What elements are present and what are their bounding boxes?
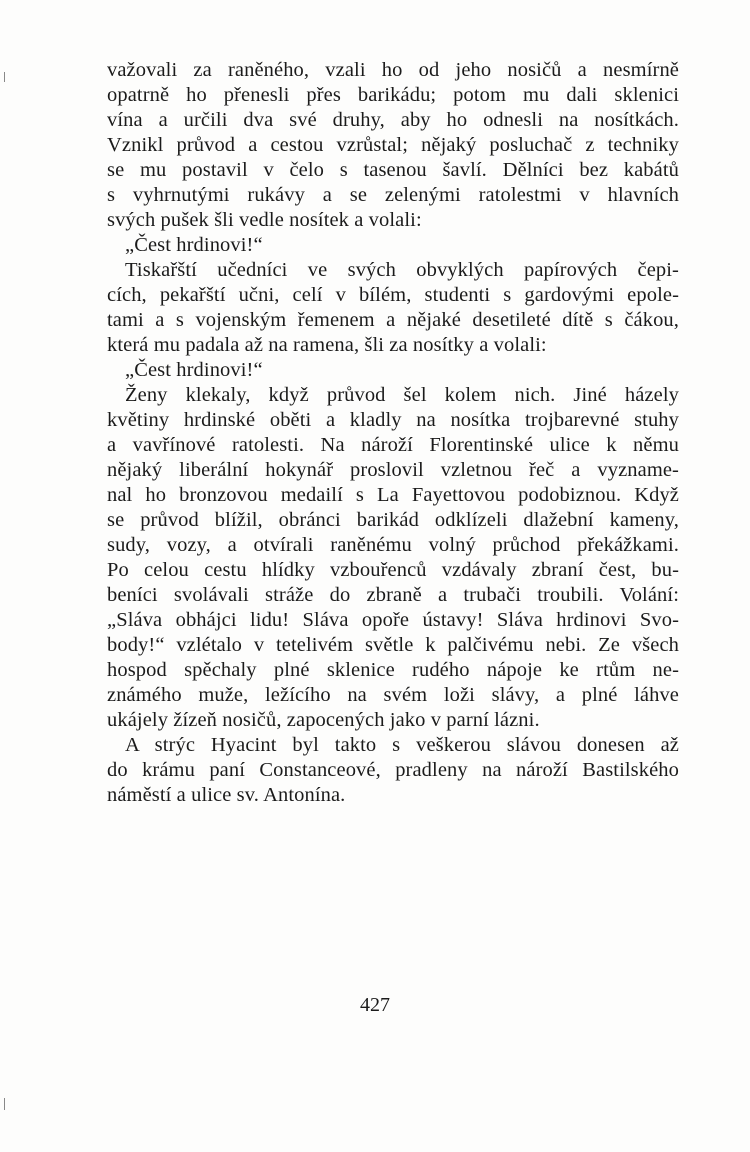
text-line: do krámu paní Constanceové, pradleny na nároží Bastilského xyxy=(107,759,679,781)
text-line: Po celou cestu hlídky vzbouřenců vzdávaly zbraní čest, bu- xyxy=(107,559,679,581)
text-line: sudy, vozy, a otvírali raněnému volný průchod překážkami. xyxy=(107,534,679,556)
text-line: Ženy klekaly, když průvod šel kolem nich. Jiné házely xyxy=(125,384,679,406)
text-line: se průvod blížil, obránci barikád odklízeli dlažební kameny, xyxy=(107,509,679,531)
scan-edge-mark xyxy=(4,1098,5,1110)
text-line: body!“ vzlétalo v tetelivém světle k palčivému nebi. Ze všech xyxy=(107,634,679,656)
body-text xyxy=(107,58,679,808)
text-line: beníci svolávali stráže do zbraně a trubači troubili. Volání: xyxy=(107,584,679,606)
text-line: která mu padala až na ramena, šli za nosítky a volali: xyxy=(107,334,547,356)
text-line: cích, pekařští učni, celí v bílém, studenti s gardovými epole- xyxy=(107,284,679,306)
text-line: nal ho bronzovou medailí s La Fayettovou podobiznou. Když xyxy=(107,484,679,506)
text-line: se mu postavil v čelo s tasenou šavlí. Dělníci bez kabátů xyxy=(107,159,679,181)
text-line: nějaký liberální hokynář proslovil vzletnou řeč a vyzname- xyxy=(107,459,679,481)
text-line: květiny hrdinské oběti a kladly na nosítka trojbarevné stuhy xyxy=(107,409,679,431)
text-line: Vznikl průvod a cestou vzrůstal; nějaký posluchač z techniky xyxy=(107,134,679,156)
page-number: 427 xyxy=(360,994,390,1016)
text-line: Tiskařští učedníci ve svých obvyklých papírových čepi- xyxy=(125,259,679,281)
text-line: „Čest hrdinovi!“ xyxy=(125,359,263,381)
text-line: „Čest hrdinovi!“ xyxy=(125,234,263,256)
text-line: svých pušek šli vedle nosítek a volali: xyxy=(107,209,422,231)
text-line: s vyhrnutými rukávy a se zelenými ratolestmi v hlavních xyxy=(107,184,679,206)
text-line: važovali za raněného, vzali ho od jeho nosičů a nesmírně xyxy=(107,59,679,81)
scan-edge-mark xyxy=(4,72,5,82)
text-line: ukájely žízeň nosičů, zapocených jako v parní lázni. xyxy=(107,709,540,731)
text-line: opatrně ho přenesli přes barikádu; potom mu dali sklenici xyxy=(107,84,679,106)
text-line: tami a s vojenským řemenem a nějaké desetileté dítě s čákou, xyxy=(107,309,679,331)
text-line: známého muže, ležícího na svém loži slávy, a plné láhve xyxy=(107,684,679,706)
text-line: a vavřínové ratolesti. Na nároží Florentinské ulice k němu xyxy=(107,434,679,456)
text-line: hospod spěchaly plné sklenice rudého nápoje ke rtům ne- xyxy=(107,659,679,681)
text-line: A strýc Hyacint byl takto s veškerou slávou donesen až xyxy=(125,734,679,756)
text-line: vína a určili dva své druhy, aby ho odnesli na nosítkách. xyxy=(107,109,679,131)
text-line: „Sláva obhájci lidu! Sláva opoře ústavy! Sláva hrdinovi Svo- xyxy=(107,609,679,631)
text-line: náměstí a ulice sv. Antonína. xyxy=(107,784,346,806)
